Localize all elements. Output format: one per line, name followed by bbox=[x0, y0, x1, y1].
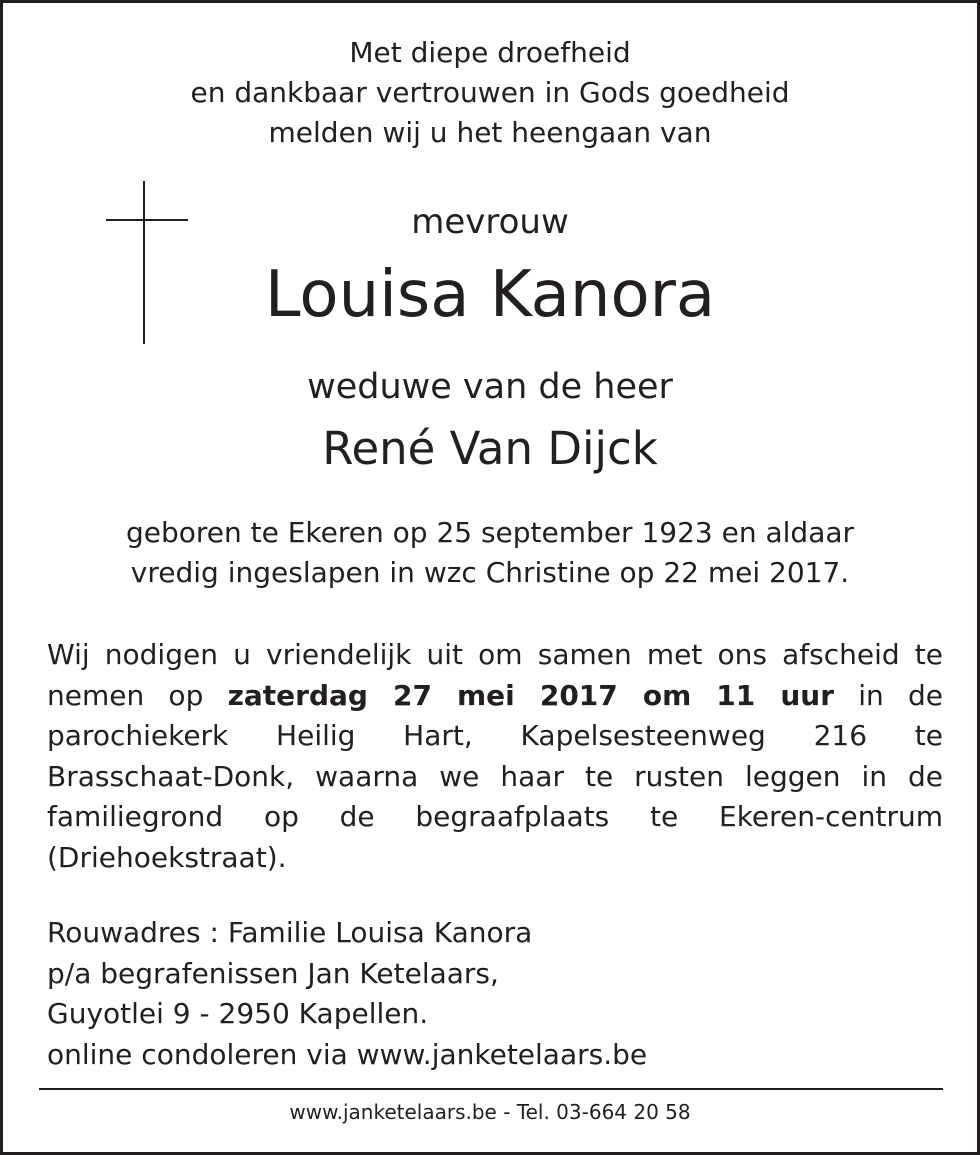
invitation-line-3: parochiekerk Heilig Hart, Kapelsesteenweg 216 te bbox=[47, 719, 943, 752]
invitation-line-4: Brasschaat-Donk, waarna we haar te rusten leggen in de bbox=[47, 759, 943, 793]
intro-line-2: en dankbaar vertrouwen in Gods goedheid bbox=[190, 76, 790, 109]
deceased-name: Louisa Kanora bbox=[264, 258, 716, 332]
intro-text bbox=[3, 33, 977, 153]
invitation-line-5: familiegrond op de begraafplaats te Ekeren-centrum bbox=[47, 800, 943, 833]
invitation-line-1: Wij nodigen u vriendelijk uit om samen met ons afscheid te bbox=[47, 638, 943, 671]
address-line-1: Rouwadres : Familie Louisa Kanora bbox=[47, 916, 533, 949]
widow-label: weduwe van de heer bbox=[307, 367, 673, 407]
ceremony-date-time: zaterdag 27 mei 2017 om 11 uur bbox=[227, 678, 835, 712]
birth-line: geboren te Ekeren op 25 september 1923 en aldaar bbox=[125, 516, 855, 549]
footer-divider bbox=[39, 1088, 943, 1090]
deceased-title: mevrouw bbox=[411, 202, 569, 242]
life-dates bbox=[3, 513, 977, 593]
intro-line-1: Met diepe droefheid bbox=[349, 36, 631, 69]
husband-name: René Van Dijck bbox=[322, 422, 658, 475]
intro-line-3: melden wij u het heengaan van bbox=[268, 116, 712, 149]
invitation-line-2-end: in de bbox=[858, 678, 943, 712]
invitation-line-6: (Driehoekstraat). bbox=[47, 840, 287, 874]
footer-contact: www.janketelaars.be - Tel. 03-664 20 58 bbox=[289, 1100, 691, 1124]
invitation-line-2 bbox=[47, 676, 943, 717]
address-line-3: Guyotlei 9 - 2950 Kapellen. bbox=[47, 997, 429, 1030]
death-line: vredig ingeslapen in wzc Christine op 22 mei 2017. bbox=[130, 556, 850, 589]
online-condolence-line: online condoleren via www.janketelaars.be bbox=[47, 1037, 648, 1071]
invitation-line-2-start: nemen op bbox=[47, 678, 204, 712]
address-line-2: p/a begrafenissen Jan Ketelaars, bbox=[47, 956, 499, 990]
mourning-address bbox=[47, 913, 647, 1075]
invitation-paragraph bbox=[47, 635, 943, 878]
